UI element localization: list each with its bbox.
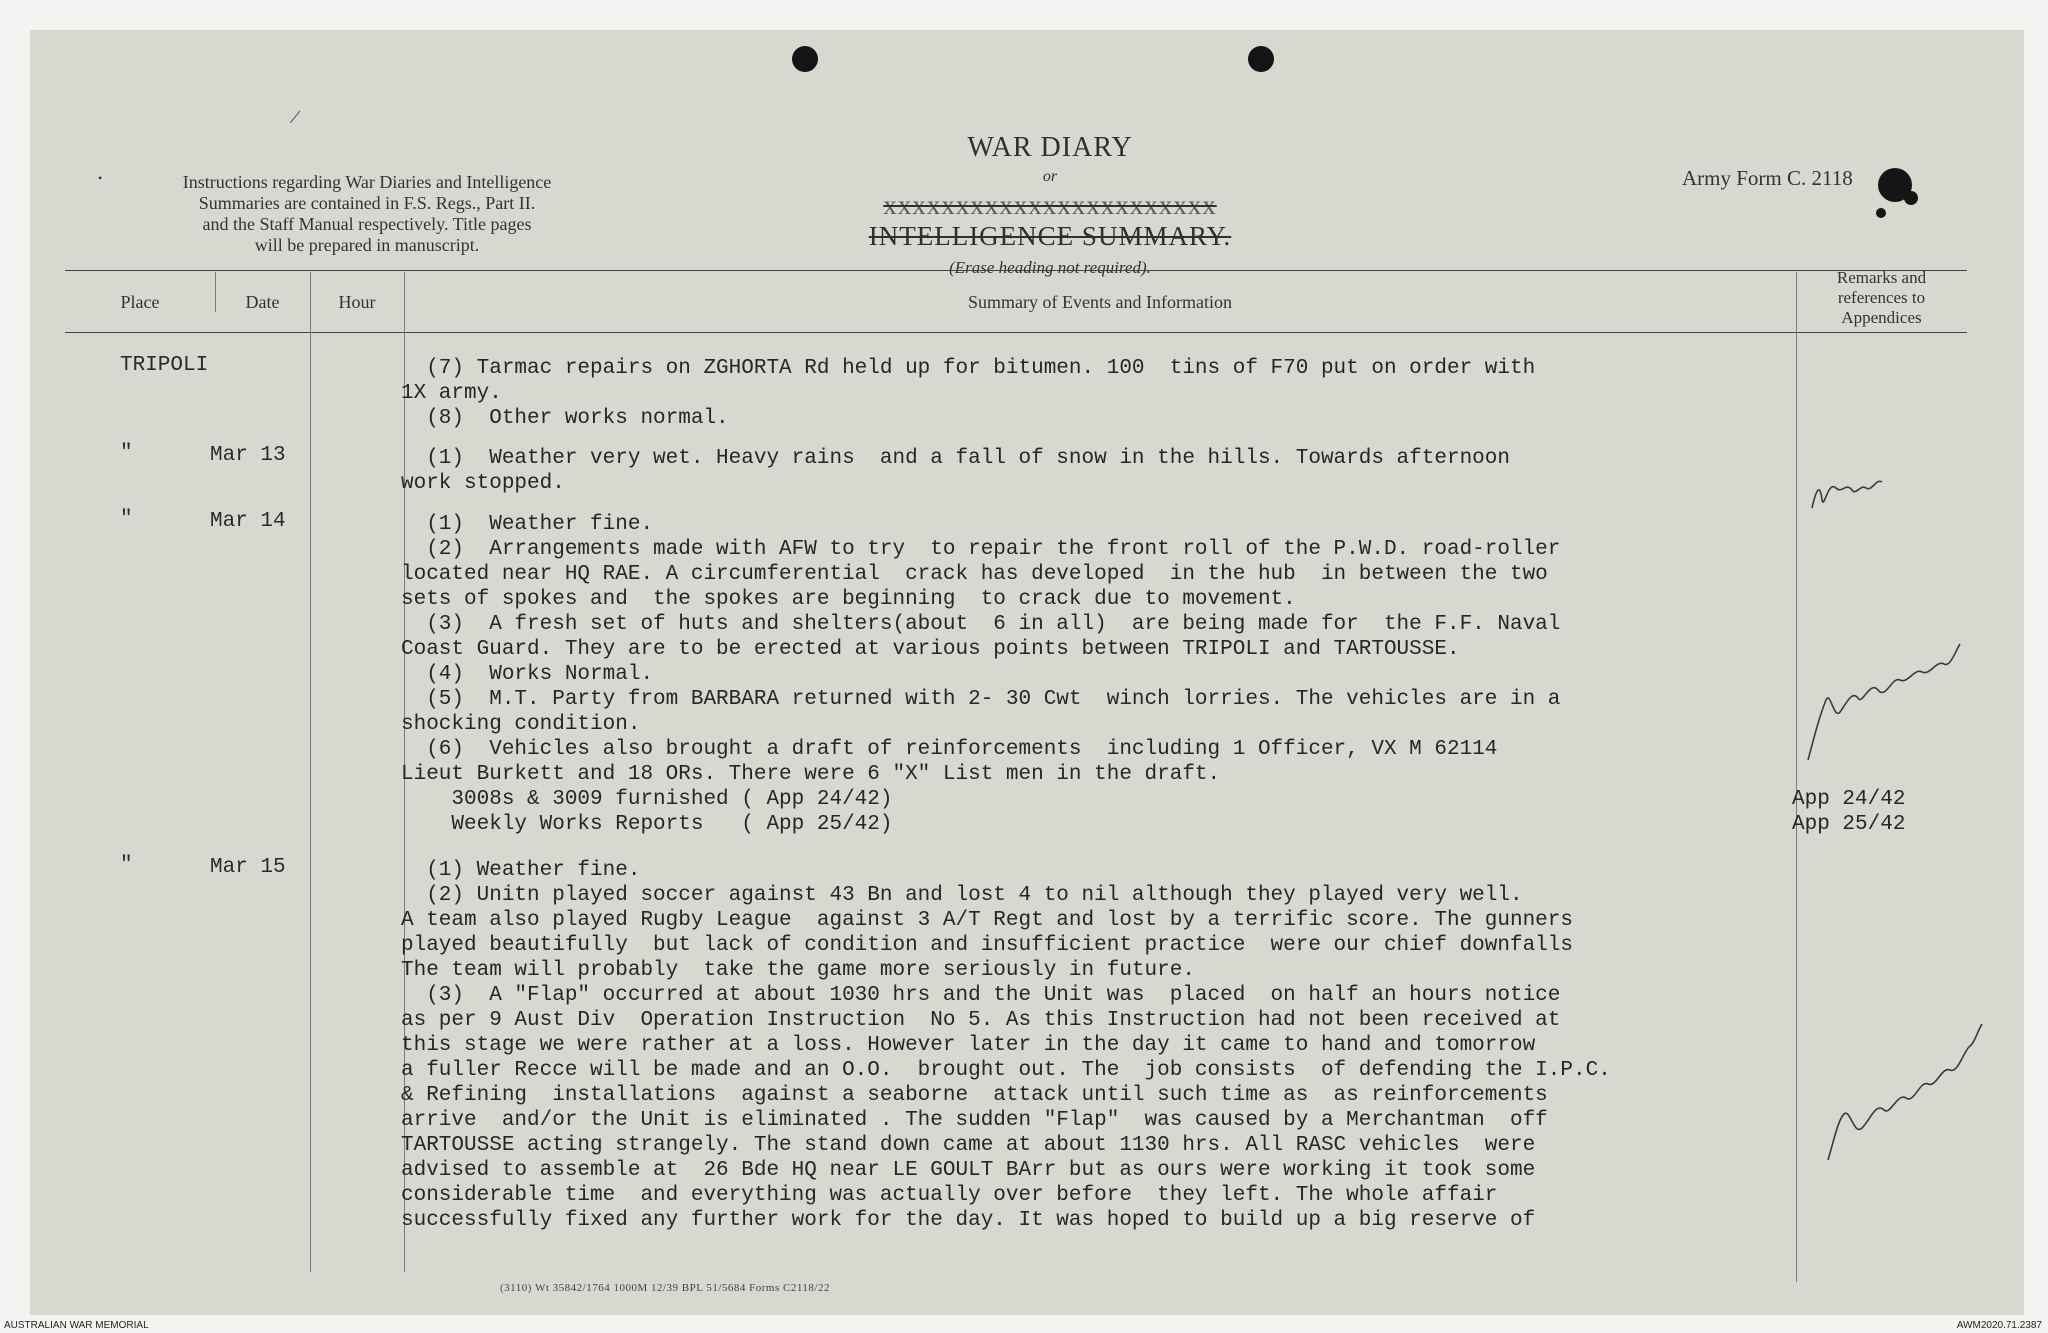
entry-text: (1) Weather fine. (2) Arrangements made with AFW to try to repair the front roll of the P.W.D. road-roller located near HQ RAE. A circumferential crack has developed in the hub in between the two sets of spokes and the spokes are beginning to crack due to movement. (3) A fresh set of huts and shelters(about 6 in all) are being made for the F.F. Naval Coast Guard. They are to be erected at various points between TRIPOLI and TARTOUSSE. (4) Works Normal. (5) M.T. Party from BARBARA returned with 2- 30 Cwt winch lorries. The vehicles are in a shocking condition. (6) Vehicles also brought a draft of reinforcements including 1 Officer, VX M 62114 Lieut Burkett and 18 ORs. There were 6 "X" List men in the draft. 3008s & 3009 furnished ( App 24/42) Weekly Works Reports ( App 25/42) bbox=[401, 513, 1561, 836]
header-top-rule bbox=[65, 270, 1967, 271]
form-title-or: or bbox=[1042, 168, 1058, 185]
archive-reference: AWM2020.71.2387 bbox=[1956, 1320, 2042, 1331]
archive-credit: AUSTRALIAN WAR MEMORIAL bbox=[4, 1320, 149, 1331]
instructions-line: Instructions regarding War Diaries and Intelligence bbox=[182, 172, 552, 192]
column-header-place: Place bbox=[120, 292, 160, 312]
ink-blot-tail bbox=[1904, 191, 1918, 205]
initials-signature bbox=[1800, 620, 1990, 770]
entry-date: Mar 15 bbox=[210, 856, 286, 879]
remarks-header-line: references to bbox=[1837, 288, 1926, 307]
entry-text: (1) Weather very wet. Heavy rains and a fall of snow in the hills. Towards afternoon work stopped. bbox=[401, 447, 1510, 495]
form-title: WAR DIARY bbox=[967, 132, 1133, 163]
punch-hole-left bbox=[792, 46, 818, 72]
erase-heading-note: (Erase heading not required). bbox=[949, 258, 1151, 277]
form-print-code: (3110) Wt 35842/1764 1000M 12/39 BPL 51/5684 Forms C2118/22 bbox=[500, 1282, 830, 1294]
entry-date: Mar 14 bbox=[210, 510, 286, 533]
remarks-header-line: Appendices bbox=[1841, 308, 1922, 327]
column-header-hour: Hour bbox=[338, 292, 376, 312]
column-header-summary: Summary of Events and Information bbox=[968, 292, 1232, 312]
pencil-mark: / bbox=[288, 103, 303, 130]
initials-signature bbox=[1820, 1010, 2000, 1170]
form-title-block bbox=[770, 132, 1330, 278]
entry-place: " bbox=[120, 508, 133, 531]
instructions-line: will be prepared in manuscript. bbox=[254, 235, 480, 255]
instructions-line: Summaries are contained in F.S. Regs., Part II. bbox=[198, 193, 536, 213]
header-bottom-rule bbox=[65, 332, 1967, 333]
form-subtitle-overtype: xxxxxxxxxxxxxxxxxxxxxxx bbox=[883, 190, 1217, 220]
army-form-number: Army Form C. 2118 bbox=[1682, 166, 1853, 190]
entry-place: TRIPOLI bbox=[120, 354, 209, 377]
ink-blot-drip bbox=[1876, 208, 1886, 218]
initials-signature bbox=[1806, 460, 1926, 520]
column-header-remarks bbox=[1796, 268, 1967, 328]
appendix-references: App 24/42 App 25/42 bbox=[1792, 788, 1906, 836]
entry-text: (1) Weather fine. (2) Unitn played soccer against 43 Bn and lost 4 to nil although they played very well. A team also played Rugby League against 3 A/T Regt and lost by a terrific score. The gunners played beautifully but lack of condition and insufficient practice were our chief downfalls The team will probably take the game more seriously in future. (3) A "Flap" occurred at about 1030 hrs and the Unit was placed on half an hours notice as per 9 Aust Div Operation Instruction No 5. As this Instruction had not been received at this stage we were rather at a loss. However later in the day it came to hand and tomorrow a fuller Recce will be made and an O.O. brought out. The job consists of defending the I.P.C. & Refining installations against a seaborne attack until such time as as reinforcements arrive and/or the Unit is eliminated . The sudden "Flap" was caused by a Merchantman off TARTOUSSE acting strangely. The stand down came at about 1130 hrs. All RASC vehicles were advised to assemble at 26 Bde HQ near LE GOULT BArr but as ours were working it took some considerable time and everything was actually over before they left. The whole affair successfully fixed any further work for the day. It was hoped to build up a big reserve of bbox=[401, 859, 1611, 1232]
entry-place: " bbox=[120, 442, 133, 465]
column-header-date: Date bbox=[245, 292, 280, 312]
form-subtitle bbox=[770, 190, 1330, 252]
entry-text: (7) Tarmac repairs on ZGHORTA Rd held up for bitumen. 100 tins of F70 put on order with 1X army. (8) Other works normal. bbox=[401, 357, 1536, 430]
form-instructions bbox=[98, 171, 622, 256]
instructions-bullet: • bbox=[98, 171, 103, 185]
punch-hole-right bbox=[1248, 46, 1274, 72]
war-diary-sheet bbox=[30, 30, 2024, 1315]
remarks-header-line: Remarks and bbox=[1836, 268, 1927, 287]
form-subtitle-text: INTELLIGENCE SUMMARY. bbox=[868, 221, 1232, 251]
instructions-line: and the Staff Manual respectively. Title pages bbox=[202, 214, 532, 234]
column-divider-date bbox=[310, 272, 311, 1272]
entry-place: " bbox=[120, 854, 133, 877]
entry-date: Mar 13 bbox=[210, 444, 286, 467]
